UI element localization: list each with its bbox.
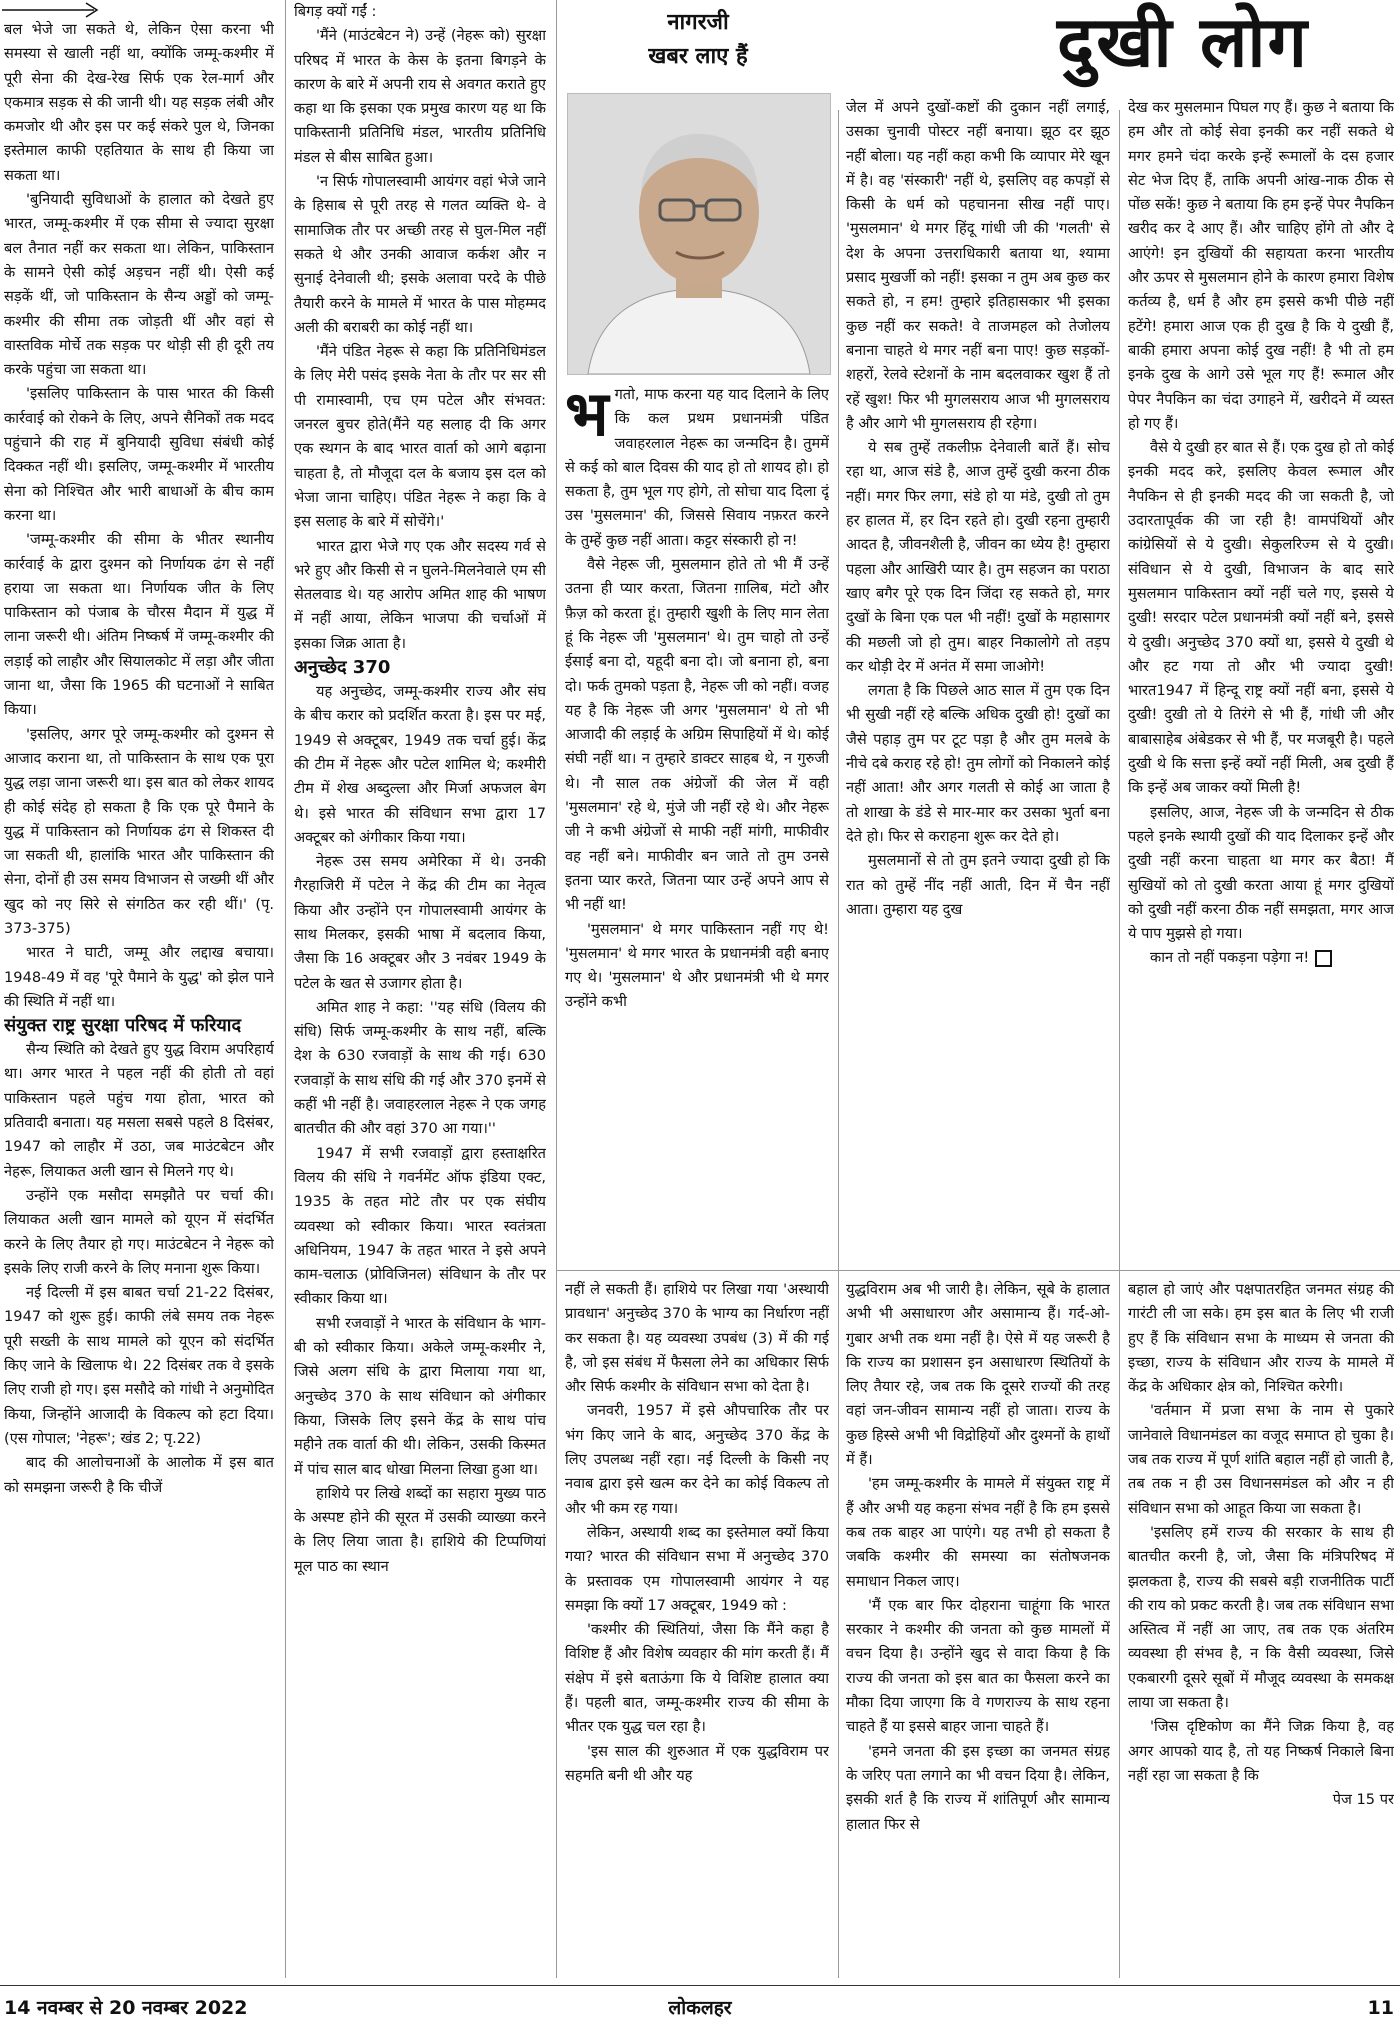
portrait-illustration [568, 94, 830, 374]
paragraph: नेहरू उस समय अमेरिका में थे। उनकी गैरहाजिरी में पटेल ने केंद्र की टीम का नेतृत्व किया और उन्होंने एन गोपालस्वामी आयंगर के साथ मिलकर, इसकी भाषा में बदलाव किया, जैसा कि 16 अक्टूबर और 3 नवंबर 1949 के पटेल के खत से उजागर होता है। [294, 853, 546, 992]
paragraph: वैसे ये दुखी हर बात से हैं। एक दुख हो तो कोई इनकी मदद करे, इसलिए केवल रूमाल और नैपकिन से ही इनकी मदद की जा सकती है, जो उदारतापूर्वक की जा रही है! वामपंथियों और कांग्रेसियों से ये दुखी। सेकुलरिज्म से ये दुखी। संविधान से ये दुखी, विभाजन के बाद सारे मुसलमान पाकिस्तान क्यों नहीं चले गए, इससे ये दुखी! सरदार पटेल प्रधानमंत्री क्यों नहीं बने, इससे ये दुखी। अनुच्छेद 370 क्यों था, इससे ये दुखी थे और हट गया तो और भी ज्यादा दुखी! भारत1947 में हिन्दू राष्ट्र क्यों नहीं बना, इससे ये दुखी! दुखी तो ये तिरंगे से भी हैं, गांधी जी और बाबासाहेब अंबेडकर से भी हैं, पर मजबूरी है। पहले दुखी थे कि सत्ता इन्हें क्यों नहीं मिली, अब दुखी हैं कि इन्हें अब जाकर क्यों मिली है! [1128, 439, 1394, 797]
satire-column-5 [1128, 96, 1394, 1264]
author-photo [567, 93, 831, 375]
kicker-line-1: नागरजी [667, 10, 729, 35]
opening-paragraph [565, 383, 829, 553]
paragraph: बल भेजे जा सकते थे, लेकिन ऐसा करना भी समस्या से खाली नहीं था, क्योंकि जम्मू-कश्मीर में पूरी सेना की देख-रेख सिर्फ एक रेल-मार्ग और एकमात्र सड़क से की जानी थी। यह सड़क लंबी और कमजोर थी और इस पर कई संकरे पुल थे, जिनका इस्तेमाल काफी एहतियात के साथ ही किया जा सकता था। [4, 21, 274, 184]
kicker-line-2: खबर लाए हैं [648, 44, 748, 69]
paragraph: 'मैं एक बार फिर दोहराना चाहूंगा कि भारत सरकार ने कश्मीर की जनता को कुछ मामलों में वचन दिया है। उन्होंने खुद से वादा किया है कि राज्य की जनता को इस बात का फैसला करने का मौका दिया जाएगा कि वे गणराज्य के साथ रहना चाहते हैं या इससे बाहर जाना चाहते हैं। [846, 1596, 1110, 1736]
paragraph: युद्धविराम अब भी जारी है। लेकिन, सूबे के हालात अभी भी असाधारण और असामान्य हैं। गर्द-ओ-गुबार अभी तक थमा नहीं है। ऐसे में यह जरूरी है कि राज्य का प्रशासन इन असाधारण स्थितियों के लिए तैयार रहे, जब तक कि दूसरे राज्यों की तरह वहां जन-जीवन सामान्य नहीं हो जाता। राज्य के कुछ हिस्से अभी भी विद्रोहियों और दुश्मनों के हाथों में हैं। [846, 1281, 1110, 1469]
article-column-4-continued [846, 1278, 1110, 1980]
paragraph: 'न सिर्फ गोपालस्वामी आयंगर वहां भेजे जाने के हिसाब से पूरी तरह से गलत व्यक्ति थे- वे सामाजिक तौर पर अच्छी तरह से घुल-मिल नहीं सकते थे और उनकी आवाज कर्कश और न सुनाई देनेवाली थी; इसके अलावा परदे के पीछे तैयारी करने के मामले में भारत के पास मोहम्मद अली की बराबरी का कोई नहीं था। [294, 173, 546, 336]
paragraph: 'हमने जनता की इस इच्छा का जनमत संग्रह के जरिए पता लगाने का भी वचन दिया है। लेकिन, इसकी शर्त है कि राज्य में शांतिपूर्ण और सामान्य हालात फिर से [846, 1742, 1110, 1833]
article-column-1 [4, 18, 274, 1980]
paragraph: जनवरी, 1957 में इसे औपचारिक तौर पर भंग किए जाने के बाद, अनुच्छेद 370 केंद्र के लिए उपलब्ध नहीं रहा। नई दिल्ली के किसी नए नवाब द्वारा इसे खत्म कर देने का कोई विकल्प तो और भी कम रह गया। [565, 1402, 829, 1517]
arrow-right-icon [2, 2, 102, 18]
paragraph: मुसलमानों से तो तुम इतने ज्यादा दुखी हो कि रात को तुम्हें नींद नहीं आती, दिन में चैन नहीं आता। तुम्हारा यह दुख [846, 852, 1110, 918]
column-kicker [568, 6, 828, 74]
paragraph: 1947 में सभी रजवाड़ों द्वारा हस्ताक्षरित विलय की संधि ने गवर्नमेंट ऑफ इंडिया एक्ट, 1935 के तहत मोटे तौर पर एक संघीय व्यवस्था को स्वीकार किया। भारत स्वतंत्रता अधिनियम, 1947 के तहत भारत ने इसे अपने काम-चलाऊ (प्रोविजिनल) संविधान के तौर पर स्वीकार किया था। [294, 1144, 546, 1308]
footer-rule [0, 1985, 1400, 1986]
paragraph: बहाल हो जाएं और पक्षपातरहित जनमत संग्रह की गारंटी ली जा सके। हम इस बात के लिए भी राजी हुए हैं कि संविधान सभा के माध्यम से जनता की इच्छा, राज्य के संविधान और राज्य के मामले में केंद्र के अधिकार क्षेत्र को, निश्चित करेगी। [1128, 1281, 1394, 1396]
paragraph: 'इस साल की शुरुआत में एक युद्धविराम पर सहमति बनी थी और यह [565, 1742, 829, 1784]
subheading: संयुक्त राष्ट्र सुरक्षा परिषद में फरियाद [4, 1015, 242, 1037]
paragraph: 'मैंने पंडित नेहरू से कहा कि प्रतिनिधिमंडल के लिए मेरी पसंद इसके नेता के तौर पर सर सी पी रामास्वामी, एच एम पटेल और संभवत: जनरल बुचर होते(मैंने यह सलाह दी कि अगर एक स्थगन के बाद भारत वार्ता को आगे बढ़ाना चाहता है, तो मौजूदा दल के बजाय इस दल को भेजा जाना चाहिए। पंडित नेहरू ने कहा कि वे इस सलाह के बारे में सोचेंगे।' [294, 343, 546, 531]
paragraph: देख कर मुसलमान पिघल गए हैं। कुछ ने बताया कि हम और तो कोई सेवा इनकी कर नहीं सकते थे मगर हमने चंदा करके इन्हें रूमालों के दस हजार सेट भेज दिए हैं, ताकि अपनी आंख-नाक ठीक से पोंछ सकें! कुछ ने बताया कि हम इन्हें पेपर नैपकिन खरीद कर दे आए हैं। और चाहिए होंगे तो और दे आएंगे! इन दुखियों की सहायता करना भारतीय और ऊपर से मुसलमान होने के कारण हमारा विशेष कर्तव्य है, धर्म है और हम इससे कभी पीछे नहीं हटेंगे! हमारा आज एक ही दुख है कि ये दुखी हैं, बाकी हमारा अपना कोई दुख नहीं! है भी तो हम इनके दुख के आगे उसे भूल गए हैं! रूमाल और पेपर नैपकिन का चंदा उगाहने में, खरीदने में व्यस्त हो गए हैं। [1128, 99, 1394, 432]
page-number: 11 [1367, 1997, 1394, 2019]
paragraph: 'बुनियादी सुविधाओं के हालात को देखते हुए भारत, जम्मू-कश्मीर में एक सीमा से ज्यादा सुरक्षा बल तैनात नहीं कर सकता था। लेकिन, पाकिस्तान के सामने ऐसी कोई अड़चन नहीं थी। ऐसी कई सड़कें थीं, जो पाकिस्तान के सैन्य अड्डों को जम्मू-कश्मीर की सीमा तक जोड़ती थीं और वहां से वास्तविक मोर्चे तक सड़क पर थोड़ी सी ही दूरी तय करके पहुंचा जा सकता था। [4, 191, 274, 379]
paragraph: भारत द्वारा भेजे गए एक और सदस्य गर्व से भरे हुए और किसी से न घुलने-मिलनेवाले एम सी सेतलवाड थे। यह आरोप अमित शाह की भाषण में नहीं आया, लेकिन भाजपा की चर्चाओं में इसका जिक्र आता है। [294, 537, 546, 652]
paragraph: सैन्य स्थिति को देखते हुए युद्ध विराम अपरिहार्य था। अगर भारत ने पहल नहीं की होती तो वहां पाकिस्तान पहले पहुंच गया होता, भारत को प्रतिवादी बनाता। यह मसला सबसे पहले 8 दिसंबर, 1947 को लाहौर में उठा, जब माउंटबेटन और नेहरू, लियाकत अली खान से मिलने गए थे। [4, 1041, 274, 1180]
paragraph: 'जिस दृष्टिकोण का मैंने जिक्र किया है, वह अगर आपको याद है, तो यह निष्कर्ष निकाले बिना नहीं रहा जा सकता है कि [1128, 1718, 1394, 1784]
paragraph: 'इसलिए हमें राज्य की सरकार के साथ ही बातचीत करनी है, जो, जैसा कि मंत्रिपरिषद में झलकता है, राज्य की सबसे बड़ी राजनीतिक पार्टी की राय को प्रकट करती है। जब तक संविधान सभा अस्तित्व में नहीं आ जाए, तब तक एक अंतरिम व्यवस्था ही संभव है, न कि वैसी व्यवस्था, जिसे एकबारगी दूसरे सूबों में मौजूद व्यवस्था के समकक्ष लाया जा सकता है। [1128, 1523, 1394, 1712]
article-title: दुखी लोग [1057, 1, 1309, 83]
paragraph: 'इसलिए, अगर पूरे जम्मू-कश्मीर को दुश्मन से आजाद कराना था, तो पाकिस्तान के साथ एक पूरा युद्ध लड़ा जाना जरूरी था। इस बात को लेकर शायद ही कोई संदेह हो सकता है कि एक पूरे पैमाने के युद्ध में पाकिस्तान को निर्णायक ढंग से शिकस्त दी जा सकती थी, हालांकि भारत और पाकिस्तान की सेना, दोनों ही उस समय विभाजन से जख्मी थीं और खुद को नए सिरे से संगठित कर रही थीं।' (पृ. 373-375) [4, 725, 274, 937]
paragraph-text: गतो, माफ करना यह याद दिलाने के लिए कि कल प्रथम प्रधानमंत्री पंडित जवाहरलाल नेहरू का जन्मदिन है। तुममें से कई को बाल दिवस की याद हो तो शायद हो। हो सकता है, तुम भूल गए होगे, तो सोचा याद दिला दूं उस 'मुसलमान' की, जिससे सिवाय नफ़रत करने के तुम्हें कुछ नहीं आता। कट्टर संस्कारी हो न! [565, 386, 829, 549]
closing-text: कान तो नहीं पकड़ना पड़ेगा न! [1150, 949, 1310, 967]
article-column-5-continued [1128, 1278, 1394, 1980]
paragraph: नहीं ले सकती हैं। हाशिये पर लिखा गया 'अस्थायी प्रावधान' अनुच्छेद 370 के भाग्य का निर्धारण नहीं कर सकता है। यह व्यवस्था उपबंध (3) में की गई है, जो इस संबंध में फैसला लेने का अधिकार सिर्फ और सिर्फ कश्मीर के संविधान सभा को देता है। [565, 1281, 829, 1396]
article-column-2 [294, 0, 546, 1980]
paragraph: जेल में अपने दुखों-कष्टों की दुकान नहीं लगाई, उसका चुनावी पोस्टर नहीं बनाया। झूठ दर झूठ नहीं बोला। यह नहीं कहा कभी कि व्यापार मेरे खून में है। वह 'संस्कारी' नहीं थे, इसलिए वह कपड़ों से किसी के धर्म को पहचानना सीख नहीं पाए। 'मुसलमान' थे मगर हिंदू गांधी जी की 'गलती' से देश के अपना उत्तराधिकारी बताया था, श्यामा प्रसाद मुखर्जी को नहीं! इसका न तुम अब कुछ कर सकते हो, न हम! तुम्हारे इतिहासकार भी इसका कुछ नहीं कर सकते! वे ताजमहल को तेजोलय बनाना चाहते थे मगर नहीं बना पाए! कुछ सड़कों-शहरों, रेलवे स्टेशनों के नाम बदलवाकर खुश हैं तो रहें खुश! फिर भी मुगलसराय आज भी मुगलसराय है और आगे भी मुगलसराय ही रहेगा। [846, 99, 1110, 432]
closing-line [1128, 946, 1394, 970]
column-rule [285, 0, 286, 1978]
paragraph: अमित शाह ने कहा: ''यह संधि (विलय की संधि) सिर्फ जम्मू-कश्मीर के साथ नहीं, बल्कि देश के 630 रजवाड़ों के साथ की गई। 630 रजवाड़ों के साथ संधि की गई और 370 इनमें से कहीं भी नहीं है। जवाहरलाल नेहरू ने एक जगह बातचीत की और वहां 370 आ गया।'' [294, 998, 546, 1138]
end-mark-icon [1315, 950, 1332, 967]
paragraph: नई दिल्ली में इस बाबत चर्चा 21-22 दिसंबर, 1947 को शुरू हुई। काफी लंबे समय तक नेहरू पूरी सख्ती के साथ मामले को यूएन को संदर्भित किए जाने के खिलाफ थे। 22 दिसंबर तक वे इसके लिए राजी हो गए। इस मसौदे को गांधी ने अनुमोदित किया, जिन्होंने आजादी के विकल्प को हटा दिया। (एस गोपाल; 'नेहरू'; खंड 2; पृ.22) [4, 1284, 274, 1447]
paragraph: लगता है कि पिछले आठ साल में तुम एक दिन भी सुखी नहीं रहे बल्कि अधिक दुखी हो! दुखों का जैसे पहाड़ तुम पर टूट पड़ा है और तुम मलबे के नीचे दबे कराह रहे हो! तुम लोगों को निकालने कोई नहीं आता! और अगर गलती से कोई आ जाता है तो शाखा के डंडे से मार-मार कर उसका भुर्ता बना देते हो। फिर से कराहना शुरू कर देते हो। [846, 682, 1110, 845]
paragraph: इसलिए, आज, नेहरू जी के जन्मदिन से ठीक पहले इनके स्थायी दुखों की याद दिलाकर इन्हें और दुखी नहीं करना चाहता था मगर कर बैठा! मैं सुखियों को तो दुखी करता आया हूं मगर दुखियों को दुखी नहीं करना ठीक नहीं समझता, मगर आज ये पाप मुझसे हो गया। [1128, 803, 1394, 943]
satire-column-3 [565, 383, 829, 1263]
paragraph: 'वर्तमान में प्रजा सभा के नाम से पुकारे जानेवाले विधानमंडल का वजूद समाप्त हो चुका है। जब तक राज्य में पूर्ण शांति बहाल नहीं हो जाती है, तब तक न ही उस विधानसमंडल को और न ही संविधान सभा को आहूत किया जा सकता है। [1128, 1402, 1394, 1517]
article-column-3-continued [565, 1278, 829, 1980]
paragraph: 'हम जम्मू-कश्मीर के मामले में संयुक्त राष्ट्र में हैं और अभी यह कहना संभव नहीं है कि हम इससे कब तक बाहर आ पाएंगे। यह तभी हो सकता है जबकि कश्मीर की समस्या का संतोषजनक समाधान निकल जाए। [846, 1475, 1110, 1590]
column-rule [838, 110, 839, 1978]
section-rule [556, 1270, 1400, 1271]
paragraph: बाद की आलोचनाओं के आलोक में इस बात को समझना जरूरी है कि चीजें [4, 1454, 274, 1496]
paragraph: ये सब तुम्हें तकलीफ़ देनेवाली बातें हैं। सोच रहा था, आज संडे है, आज तुम्हें दुखी करना ठीक नहीं। मगर फिर लगा, संडे हो या मंडे, दुखी तो तुम हर हालत में, हर दिन रहते हो। दुखी रहना तुम्हारी आदत है, जीवनशैली है, जीवन का ध्येय है! तुम्हारा पहला और आखिरी प्यार है। तुम सहजन का पराठा खाए बगैर पूरे एक दिन जिंदा रह सकते हो, मगर दुखों के बिना एक पल भी नहीं! दुखों के महासागर की मछली जो हो तुम। बाहर निकालोगे तो तड़प कर थोड़ी देर में अनंत में समा जाओगे! [846, 439, 1110, 675]
paragraph: सभी रजवाड़ों ने भारत के संविधान के भाग-बी को स्वीकार किया। अकेले जम्मू-कश्मीर ने, जिसे अलग संधि के द्वारा मिलाया गया था, अनुच्छेद 370 के साथ संविधान को अंगीकार किया, जिसके लिए इसने केंद्र के साथ पांच महीने तक वार्ता की थी। लेकिन, उसकी किस्मत में पांच साल बाद धोखा मिलना लिखा हुआ था। [294, 1314, 546, 1478]
column-rule [556, 0, 557, 1978]
paragraph: हाशिये पर लिखे शब्दों का सहारा मुख्य पाठ के अस्पष्ट होने की सूरत में उसकी व्याख्या करने के लिए लिया जाता है। हाशिये की टिप्पणियां मूल पाठ का स्थान [294, 1484, 546, 1575]
paragraph: 'मुसलमान' थे मगर पाकिस्तान नहीं गए थे! 'मुसलमान' थे मगर भारत के प्रधानमंत्री वही बनाए गए थे। 'मुसलमान' थे और प्रधानमंत्री भी थे मगर उन्होंने कभी [565, 920, 829, 1011]
paragraph: उन्होंने एक मसौदा समझौते पर चर्चा की। लियाकत अली खान मामले को यूएन में संदर्भित करने के लिए तैयार हो गए। माउंटबेटन ने नेहरू को इसके लिए राजी करने के लिए मनाना शुरू किया। [4, 1186, 274, 1277]
paragraph: वैसे नेहरू जी, मुसलमान होते तो भी मैं उन्हें उतना ही प्यार करता, जितना ग़ालिब, मंटो और फ़ैज़ को करता हूं। तुम्हारी खुशी के लिए मान लेता हूं कि नेहरू जी 'मुसलमान' थे। तुम चाहो तो उन्हें ईसाई बना दो, यहूदी बना दो। जो बनाना हो, बना दो। फर्क तुमको पड़ता है, नेहरू जी को नहीं। वजह यह है कि नेहरू जी अगर 'मुसलमान' थे तो भी आजादी की लड़ाई के अग्रिम सिपाहियों में थे। कोई संघी नहीं था। न तुम्हारे डाक्टर साहब थे, न गुरुजी थे। नौ साल तक अंग्रेजों की जेल में वही 'मुसलमान' रहे थे, मुंजे जी नहीं रहे थे। और नेहरू जी ने कभी अंग्रेजों से माफी नहीं मांगी, माफीवीर वह नहीं बने। माफीवीर बन जाते तो तुम उनसे इतना प्यार करते, जितना प्यार उन्हें अपने आप से भी नहीं था! [565, 556, 829, 914]
paragraph: यह अनुच्छेद, जम्मू-कश्मीर राज्य और संघ के बीच करार को प्रदर्शित करता है। इस पर मई, 1949 से अक्टूबर, 1949 तक चर्चा हुई। केंद्र की टीम में नेहरू और पटेल शामिल थे; कश्मीरी टीम में शेख अब्दुल्ला और मिर्जा अफजल बेग थे। इसे भारत की संविधान सभा द्वारा 17 अक्टूबर को अंगीकार किया गया। [294, 683, 546, 846]
drop-cap: भ [565, 383, 609, 450]
satire-column-4 [846, 96, 1110, 1264]
paragraph: 'कश्मीर की स्थितियां, जैसा कि मैंने कहा है विशिष्ट हैं और विशेष व्यवहार की मांग करती हैं। मैं संक्षेप में इसे बताऊंगा कि ये विशिष्ट हालात क्या हैं। पहली बात, जम्मू-कश्मीर राज्य की सीमा के भीतर एक युद्ध चल रहा है। [565, 1621, 829, 1736]
paragraph: 'मैंने (माउंटबेटन ने) उन्हें (नेहरू को) सुरक्षा परिषद में भारत के केस के इतना बिगड़ने के कारण के बारे में अपनी राय से अवगत कराते हुए कहा था कि इसका एक प्रमुख कारण यह था कि पाकिस्तानी प्रतिनिधि मंडल, भारतीय प्रतिनिधि मंडल से बीस साबित हुआ। [294, 27, 546, 166]
paragraph: लेकिन, अस्थायी शब्द का इस्तेमाल क्यों किया गया? भारत की संविधान सभा में अनुच्छेद 370 के प्रस्तावक एम गोपालस्वामी आयंगर ने यह समझा कि क्यों 17 अक्टूबर, 1949 को : [565, 1523, 829, 1614]
column-rule [1119, 110, 1120, 1978]
paragraph: 'जम्मू-कश्मीर की सीमा के भीतर स्थानीय कार्रवाई के द्वारा दुश्मन को निर्णायक ढंग से नहीं हराया जा सकता था। निर्णायक जीत के लिए पाकिस्तान को पंजाब के चौरस मैदान में युद्ध में लाना जरूरी थी। अंतिम निष्कर्ष में जम्मू-कश्मीर की लड़ाई को लाहौर और सियालकोट में लड़ा और जीता जाना था, जैसा कि 1965 की घटनाओं ने साबित किया। [4, 531, 274, 719]
paragraph: बिगड़ क्यों गईं : [294, 3, 377, 20]
publication-name: लोकलहर [668, 1997, 732, 2019]
continued-marker[interactable]: पेज 15 पर [1332, 1791, 1394, 1809]
paragraph: भारत ने घाटी, जम्मू और लद्दाख बचाया। 1948-49 में वह 'पूरे पैमाने के युद्ध' को झेल पाने की स्थिति में नहीं था। [4, 944, 274, 1010]
subheading: अनुच्छेद 370 [294, 657, 391, 679]
paragraph: 'इसलिए पाकिस्तान के पास भारत की किसी कार्रवाई को रोकने के लिए, अपने सैनिकों तक मदद पहुंचाने की राह में बुनियादी सुविधा संबंधी कोई दिक्कत नहीं थी। इसलिए, जम्मू-कश्मीर में भारतीय सेना को निश्चित और भारी बाधाओं के बीच काम करना था। [4, 385, 274, 524]
issue-date: 14 नवम्बर से 20 नवम्बर 2022 [4, 1997, 248, 2019]
